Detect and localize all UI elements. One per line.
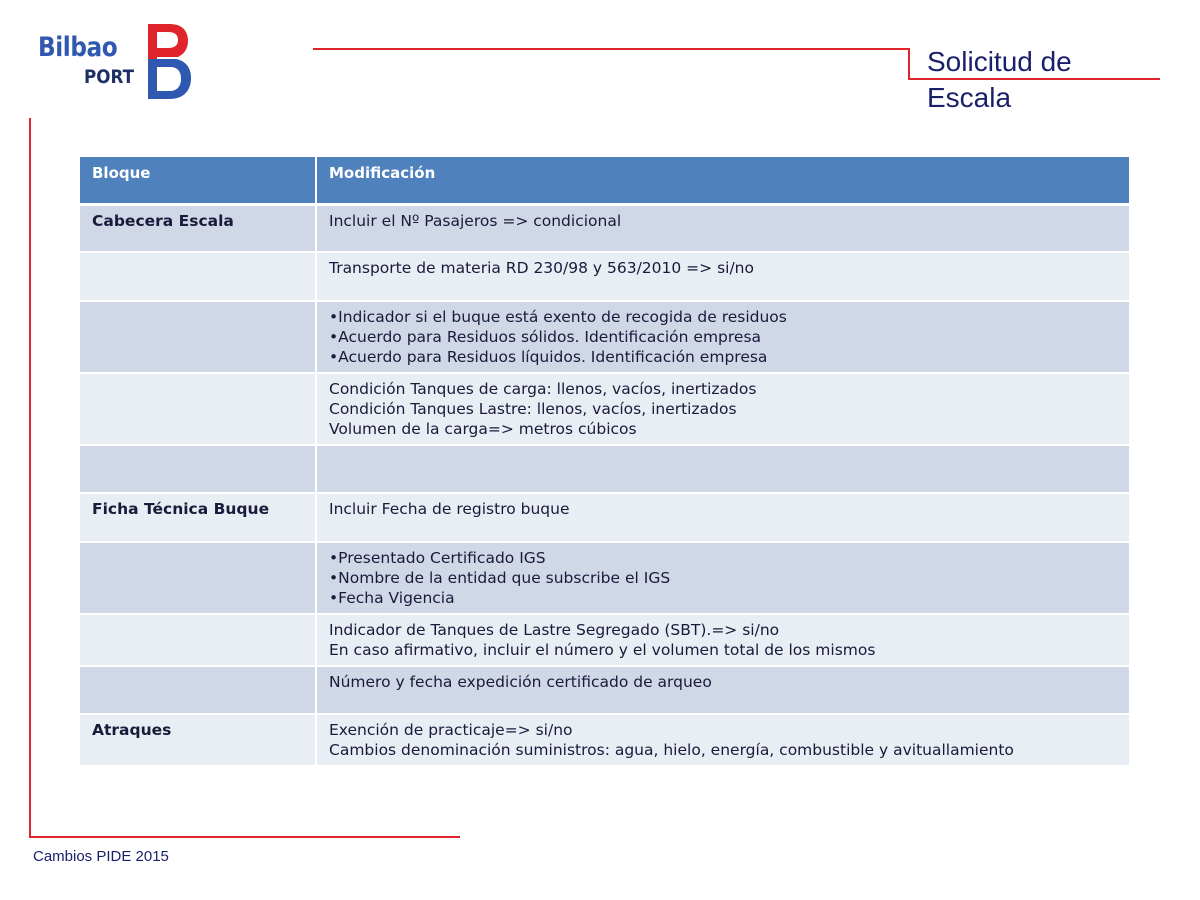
modification-cell bbox=[316, 301, 1129, 373]
block-cell bbox=[80, 373, 316, 445]
modification-line: Volumen de la carga=> metros cúbicos bbox=[329, 420, 637, 438]
logo-wordmark-bilbao: Bilbao bbox=[38, 32, 118, 63]
table-row bbox=[80, 493, 1129, 542]
modification-cell bbox=[316, 204, 1129, 252]
modification-cell bbox=[316, 666, 1129, 714]
table-row bbox=[80, 373, 1129, 445]
modification-line: •Acuerdo para Residuos líquidos. Identificación empresa bbox=[329, 348, 768, 366]
column-header-modificacion: Modificación bbox=[316, 157, 1129, 204]
table-header-row bbox=[80, 157, 1129, 204]
slide-title-line-2: Escala bbox=[927, 82, 1012, 113]
slide-title-line-1: Solicitud de bbox=[927, 46, 1072, 77]
modification-cell bbox=[316, 714, 1129, 766]
slide-title bbox=[927, 44, 1072, 116]
modification-cell bbox=[316, 445, 1129, 493]
table-row bbox=[80, 666, 1129, 714]
modification-line: Transporte de materia RD 230/98 y 563/2010 => si/no bbox=[329, 259, 754, 277]
block-cell bbox=[80, 542, 316, 614]
table-row bbox=[80, 445, 1129, 493]
logo-wordmark-port: PORT bbox=[84, 66, 135, 88]
table-row bbox=[80, 714, 1129, 766]
modification-cell bbox=[316, 542, 1129, 614]
table-row bbox=[80, 204, 1129, 252]
left-rule-vertical bbox=[29, 118, 31, 838]
modification-line: Número y fecha expedición certificado de arqueo bbox=[329, 673, 712, 691]
top-rule-vertical bbox=[908, 48, 910, 80]
logo-b-mark-icon bbox=[146, 22, 192, 102]
modification-line: •Nombre de la entidad que subscribe el IGS bbox=[329, 569, 671, 587]
modification-line: Condición Tanques de carga: llenos, vacíos, inertizados bbox=[329, 380, 757, 398]
modification-line: Condición Tanques Lastre: llenos, vacíos, inertizados bbox=[329, 400, 737, 418]
block-cell bbox=[80, 614, 316, 666]
modification-cell bbox=[316, 614, 1129, 666]
block-cell bbox=[80, 252, 316, 301]
modification-line: Incluir el Nº Pasajeros => condicional bbox=[329, 211, 622, 230]
changes-table bbox=[80, 157, 1129, 767]
column-header-bloque: Bloque bbox=[80, 157, 316, 204]
modification-line: •Acuerdo para Residuos sólidos. Identificación empresa bbox=[329, 328, 762, 346]
table-row bbox=[80, 614, 1129, 666]
modification-line: •Presentado Certificado IGS bbox=[329, 549, 546, 567]
modification-line: En caso afirmativo, incluir el número y el volumen total de los mismos bbox=[329, 641, 876, 659]
top-rule-line bbox=[313, 48, 910, 50]
modification-line: Indicador de Tanques de Lastre Segregado (SBT).=> si/no bbox=[329, 621, 780, 639]
modification-line: Exención de practicaje=> si/no bbox=[329, 721, 573, 739]
bilbao-port-logo bbox=[38, 22, 198, 102]
block-cell: Atraques bbox=[80, 714, 316, 766]
table-row bbox=[80, 301, 1129, 373]
footer-caption: Cambios PIDE 2015 bbox=[33, 848, 169, 865]
block-cell: Ficha Técnica Buque bbox=[80, 493, 316, 542]
modification-line: Cambios denominación suministros: agua, hielo, energía, combustible y avituallamiento bbox=[329, 741, 1014, 759]
table-row bbox=[80, 542, 1129, 614]
modification-cell bbox=[316, 252, 1129, 301]
table-row bbox=[80, 252, 1129, 301]
modification-cell bbox=[316, 373, 1129, 445]
block-cell: Cabecera Escala bbox=[80, 204, 316, 252]
bottom-rule-line bbox=[29, 836, 460, 838]
modification-line: •Indicador si el buque está exento de recogida de residuos bbox=[329, 308, 787, 326]
block-cell bbox=[80, 445, 316, 493]
block-cell bbox=[80, 666, 316, 714]
modification-cell bbox=[316, 493, 1129, 542]
block-cell bbox=[80, 301, 316, 373]
modification-line: •Fecha Vigencia bbox=[329, 589, 455, 607]
modification-line: Incluir Fecha de registro buque bbox=[329, 500, 570, 518]
